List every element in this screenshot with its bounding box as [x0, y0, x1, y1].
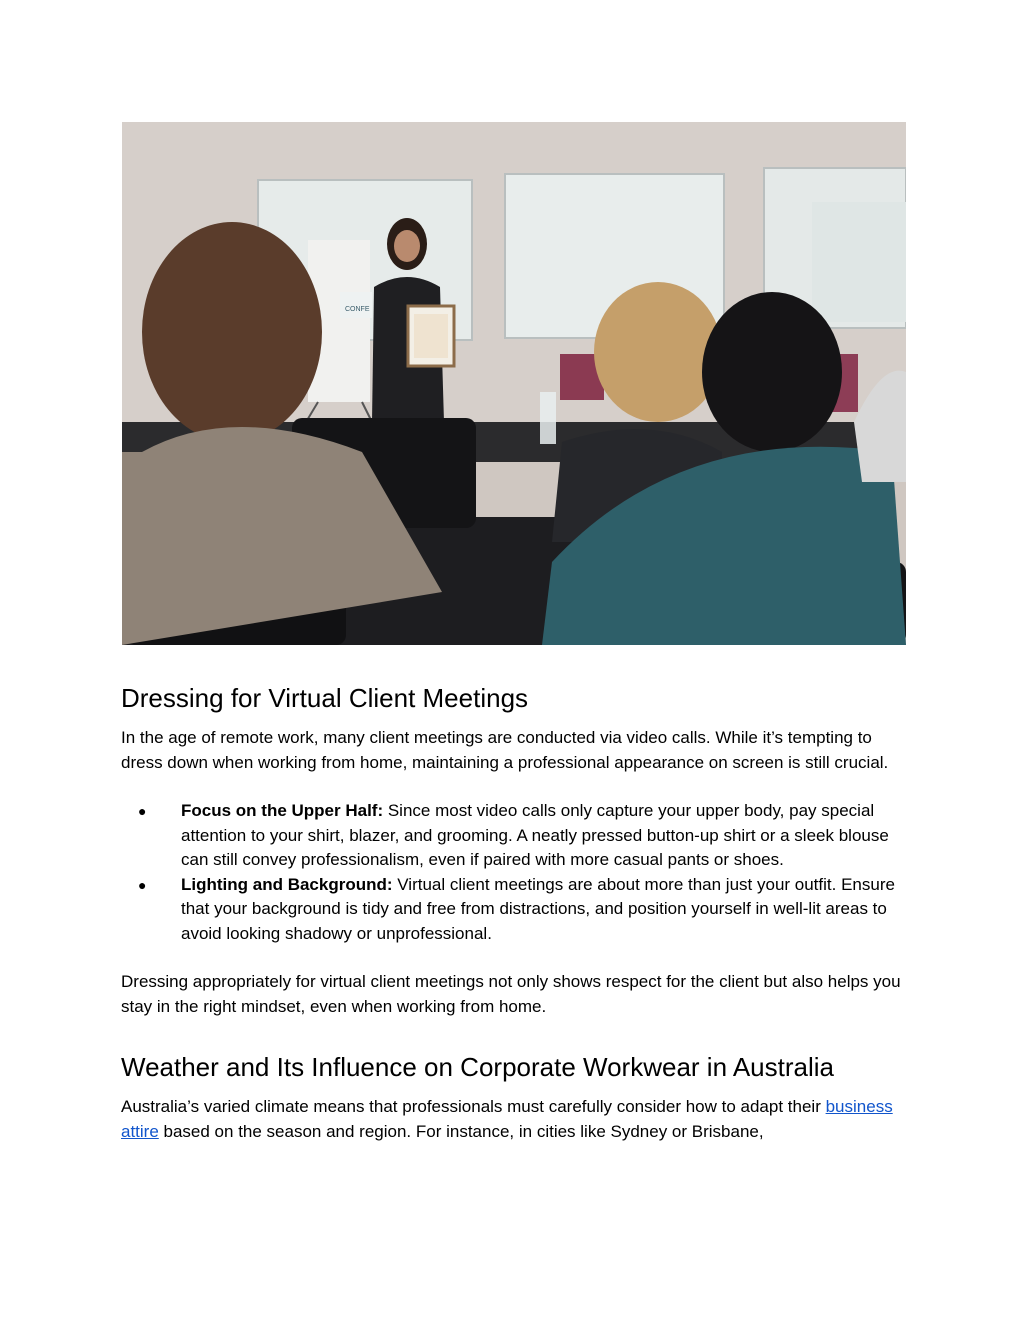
- list-item: [121, 873, 911, 947]
- conference-photo: [122, 122, 906, 645]
- section-heading-2: Weather and Its Influence on Corporate Workwear in Australia: [121, 1052, 834, 1082]
- intro-text-before-link: Australia’s varied climate means that professionals must carefully consider how to adapt their: [121, 1097, 826, 1116]
- section-intro: In the age of remote work, many client meetings are conducted via video calls. While it’s tempting to dress down when working from home, maintaining a professional appearance on screen is still crucial.: [121, 728, 889, 772]
- section-heading: Dressing for Virtual Client Meetings: [121, 683, 529, 713]
- list-item: [121, 799, 911, 873]
- bullet-icon: ●: [138, 876, 147, 893]
- bullet-icon: ●: [138, 803, 147, 819]
- business-attire-link[interactable]: business attire: [121, 1097, 893, 1141]
- bullet-text: Since most video calls only capture your upper body, pay special attention to your shirt, blazer, and grooming. A neatly pressed button-up shirt or a sleek blouse can still convey professionalism, even if paired with more casual pants or shoes.: [181, 801, 889, 869]
- article-body: [121, 682, 911, 1144]
- section2-intro: [121, 1095, 911, 1144]
- easel-sign-text: CONFE: [345, 306, 370, 313]
- intro-text-after-link: based on the season and region. For instance, in cities like Sydney or Brisbane,: [158, 1121, 764, 1141]
- section-closing: Dressing appropriately for virtual client meetings not only shows respect for the client but also helps you stay in the right mindset, even when working from home.: [121, 972, 901, 1016]
- bullet-title: Lighting and Background:: [181, 874, 393, 894]
- conference-photo-illustration: [122, 122, 906, 645]
- bullet-text: Virtual client meetings are about more than just your outfit. Ensure that your background is tidy and free from distractions, and position yourself in well-lit areas to avoid looking shadowy or unprofessional.: [181, 874, 895, 943]
- bullet-title: Focus on the Upper Half:: [181, 801, 384, 820]
- bullet-list: [121, 799, 911, 946]
